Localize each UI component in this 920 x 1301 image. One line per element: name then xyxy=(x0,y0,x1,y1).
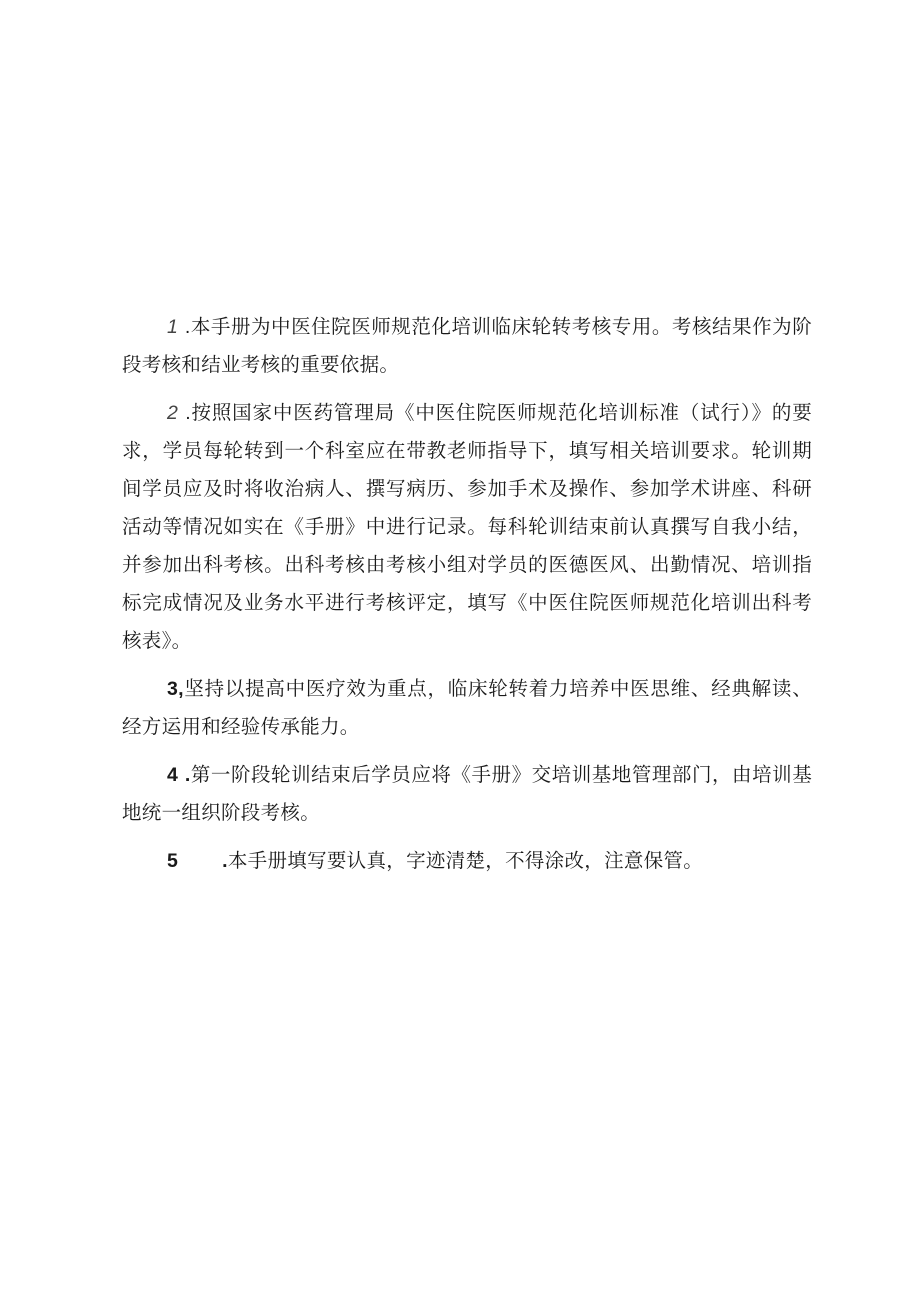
instruction-item-3 xyxy=(122,670,812,746)
instruction-item-4 xyxy=(122,756,812,832)
item-number: 5 xyxy=(167,850,179,872)
item-number: 4 xyxy=(167,764,179,786)
item-number: 3 xyxy=(167,678,179,700)
item-number: 2 xyxy=(167,402,179,424)
instruction-item-5 xyxy=(122,842,812,880)
item-text: 本手册为中医住院医师规范化培训临床轮转考核专用。考核结果作为阶段考核和结业考核的重要依据。 xyxy=(122,315,812,376)
instruction-item-1 xyxy=(122,308,812,384)
instruction-item-2 xyxy=(122,394,812,660)
item-text: 本手册填写要认真，字迹清楚，不得涂改，注意保管。 xyxy=(227,849,704,872)
item-text: 按照国家中医药管理局《中医住院医师规范化培训标准（试行）》的要求，学员每轮转到一个科室应在带教老师指导下，填写相关培训要求。轮训期间学员应及时将收治病人、撰写病历、参加手术及操作、参加学术讲座、科研活动等情况如实在《手册》中进行记录。每科轮训结束前认真撰写自我小结，并参加出科考核。出科考核由考核小组对学员的医德医风、出勤情况、培训指标完成情况及业务水平进行考核评定，填写《中医住院医师规范化培训出科考核表》。 xyxy=(122,401,813,652)
item-separator: . xyxy=(184,764,191,786)
item-number: 1 xyxy=(167,316,179,338)
item-separator: . xyxy=(222,850,228,872)
instructions-list xyxy=(122,308,812,890)
item-text: 第一阶段轮训结束后学员应将《手册》交培训基地管理部门，由培训基地统一组织阶段考核。 xyxy=(122,763,812,824)
item-text: 坚持以提高中医疗效为重点，临床轮转着力培养中医思维、经典解读、经方运用和经验传承能力。 xyxy=(122,677,812,738)
item-separator: . xyxy=(184,316,191,338)
item-separator: . xyxy=(185,402,191,424)
item-separator: , xyxy=(178,678,184,700)
